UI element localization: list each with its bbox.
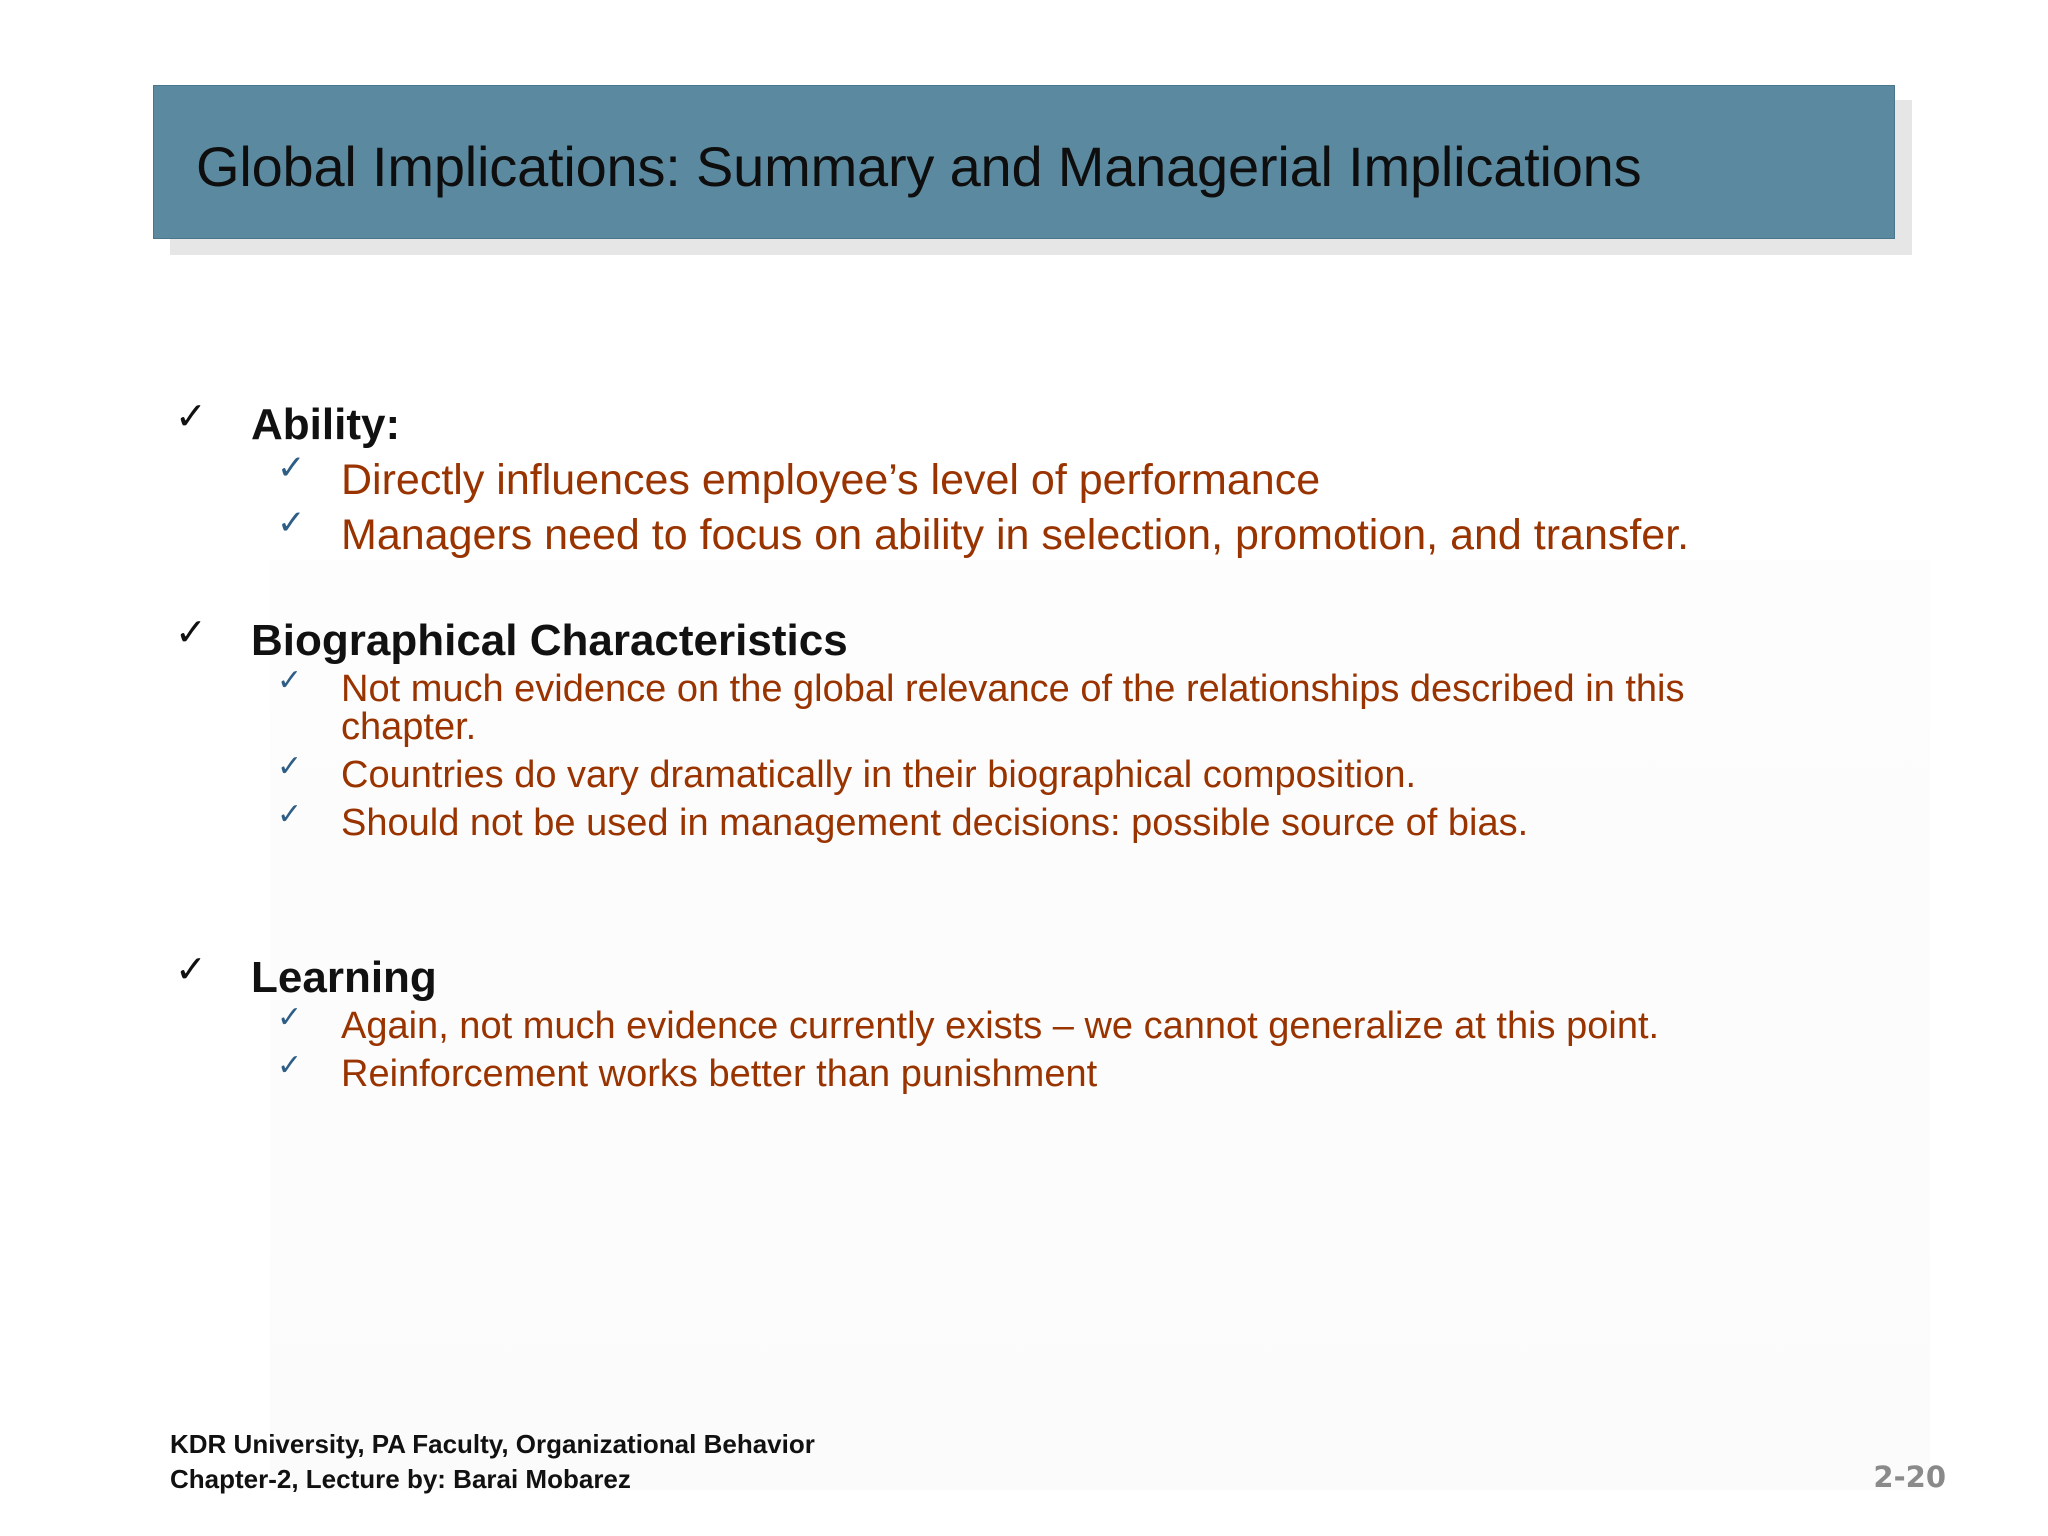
sub-bullet-text: Again, not much evidence currently exists – we cannot generalize at this point.	[341, 1005, 1660, 1047]
checkmark-icon: ✓	[277, 448, 306, 488]
footer-line-1: KDR University, PA Faculty, Organizational Behavior	[170, 1429, 815, 1459]
checkmark-icon: ✓	[277, 503, 306, 543]
bullet-heading	[175, 610, 1875, 670]
checkmark-icon: ✓	[277, 663, 303, 698]
sub-bullet	[175, 1000, 1875, 1047]
sub-bullet-text: Directly influences employee’s level of performance	[341, 456, 1321, 504]
checkmark-icon: ✓	[175, 394, 207, 438]
page-number: 2-20	[1873, 1460, 1946, 1494]
sub-bullet	[175, 448, 1875, 511]
section-heading: Biographical Characteristics	[251, 616, 848, 665]
title-bar	[153, 85, 1895, 239]
checkmark-icon: ✓	[277, 749, 303, 784]
footer	[170, 1427, 815, 1497]
sub-bullet	[175, 503, 1875, 566]
section-biographical	[175, 610, 1875, 852]
checkmark-icon: ✓	[277, 1000, 303, 1035]
section-ability	[175, 394, 1875, 566]
section-learning	[175, 947, 1875, 1103]
sub-bullet	[175, 797, 1875, 844]
sub-bullet	[175, 749, 1875, 796]
checkmark-icon: ✓	[277, 1048, 303, 1083]
bullet-heading	[175, 947, 1875, 1007]
footer-line-2: Chapter-2, Lecture by: Barai Mobarez	[170, 1464, 631, 1494]
section-heading: Learning	[251, 953, 437, 1002]
sub-bullet	[175, 663, 1741, 748]
slide-title: Global Implications: Summary and Managerial Implications	[196, 135, 1642, 198]
checkmark-icon: ✓	[175, 947, 207, 991]
checkmark-icon: ✓	[175, 610, 207, 654]
sub-bullet-text: Not much evidence on the global relevance of the relationships described in this chapter.	[341, 668, 1685, 748]
checkmark-icon: ✓	[277, 797, 303, 832]
sub-bullet-text: Countries do vary dramatically in their biographical composition.	[341, 754, 1417, 796]
bullet-heading	[175, 394, 1875, 456]
sub-bullet-text: Should not be used in management decisions: possible source of bias.	[341, 802, 1529, 844]
sub-bullet	[175, 1048, 1875, 1095]
sub-bullet-text: Managers need to focus on ability in selection, promotion, and transfer.	[341, 511, 1690, 559]
sub-bullet-text: Reinforcement works better than punishment	[341, 1053, 1098, 1095]
section-heading: Ability:	[251, 400, 401, 449]
